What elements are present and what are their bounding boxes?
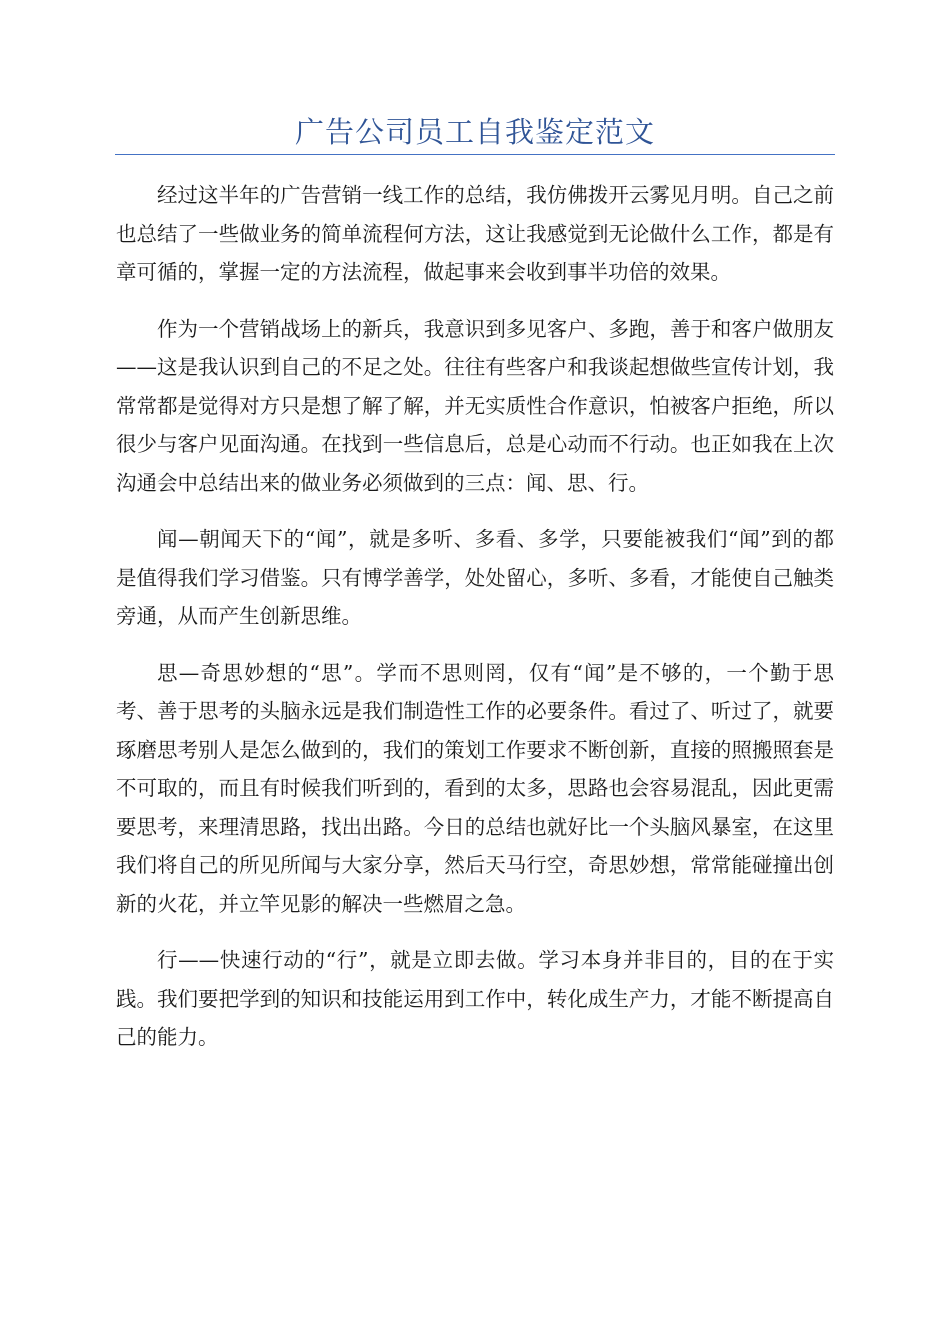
paragraph-intro: 经过这半年的广告营销一线工作的总结，我仿佛拨开云雾见月明。自己之前也总结了一些做业务的简单流程何方法，这让我感觉到无论做什么工作，都是有章可循的，掌握一定的方法流程，做起事来会收到事半功倍的效果。 xyxy=(116,183,834,284)
title-underline xyxy=(115,154,835,155)
document-body xyxy=(116,176,834,1075)
document-title: 广告公司员工自我鉴定范文 xyxy=(294,115,655,149)
paragraph-act: 行——快速行动的“行”，就是立即去做。学习本身并非目的，目的在于实践。我们要把学到的知识和技能运用到工作中，转化成生产力，才能不断提高自己的能力。 xyxy=(116,948,834,1049)
paragraph-self-reflection: 作为一个营销战场上的新兵，我意识到多见客户、多跑，善于和客户做朋友——这是我认识到自己的不足之处。往往有些客户和我谈起想做些宣传计划，我常常都是觉得对方只是想了解了解，并无实质性合作意识，怕被客户拒绝，所以很少与客户见面沟通。在找到一些信息后，总是心动而不行动。也正如我在上次沟通会中总结出来的做业务必须做到的三点：闻、思、行。 xyxy=(116,316,834,495)
paragraph-think: 思—奇思妙想的“思”。学而不思则罔，仅有“闻”是不够的，一个勤于思考、善于思考的头脑永远是我们制造性工作的必要条件。看过了、听过了，就要琢磨思考别人是怎么做到的，我们的策划工作要求不断创新，直接的照搬照套是不可取的，而且有时候我们听到的，看到的太多，思路也会容易混乱，因此更需要思考，来理清思路，找出出路。今日的总结也就好比一个头脑风暴室，在这里我们将自己的所见所闻与大家分享，然后天马行空，奇思妙想，常常能碰撞出创新的火花，并立竿见影的解决一些燃眉之急。 xyxy=(116,660,834,916)
paragraph-listen: 闻—朝闻天下的“闻”，就是多听、多看、多学，只要能被我们“闻”到的都是值得我们学习借鉴。只有博学善学，处处留心，多听、多看，才能使自己触类旁通，从而产生创新思维。 xyxy=(116,527,834,628)
